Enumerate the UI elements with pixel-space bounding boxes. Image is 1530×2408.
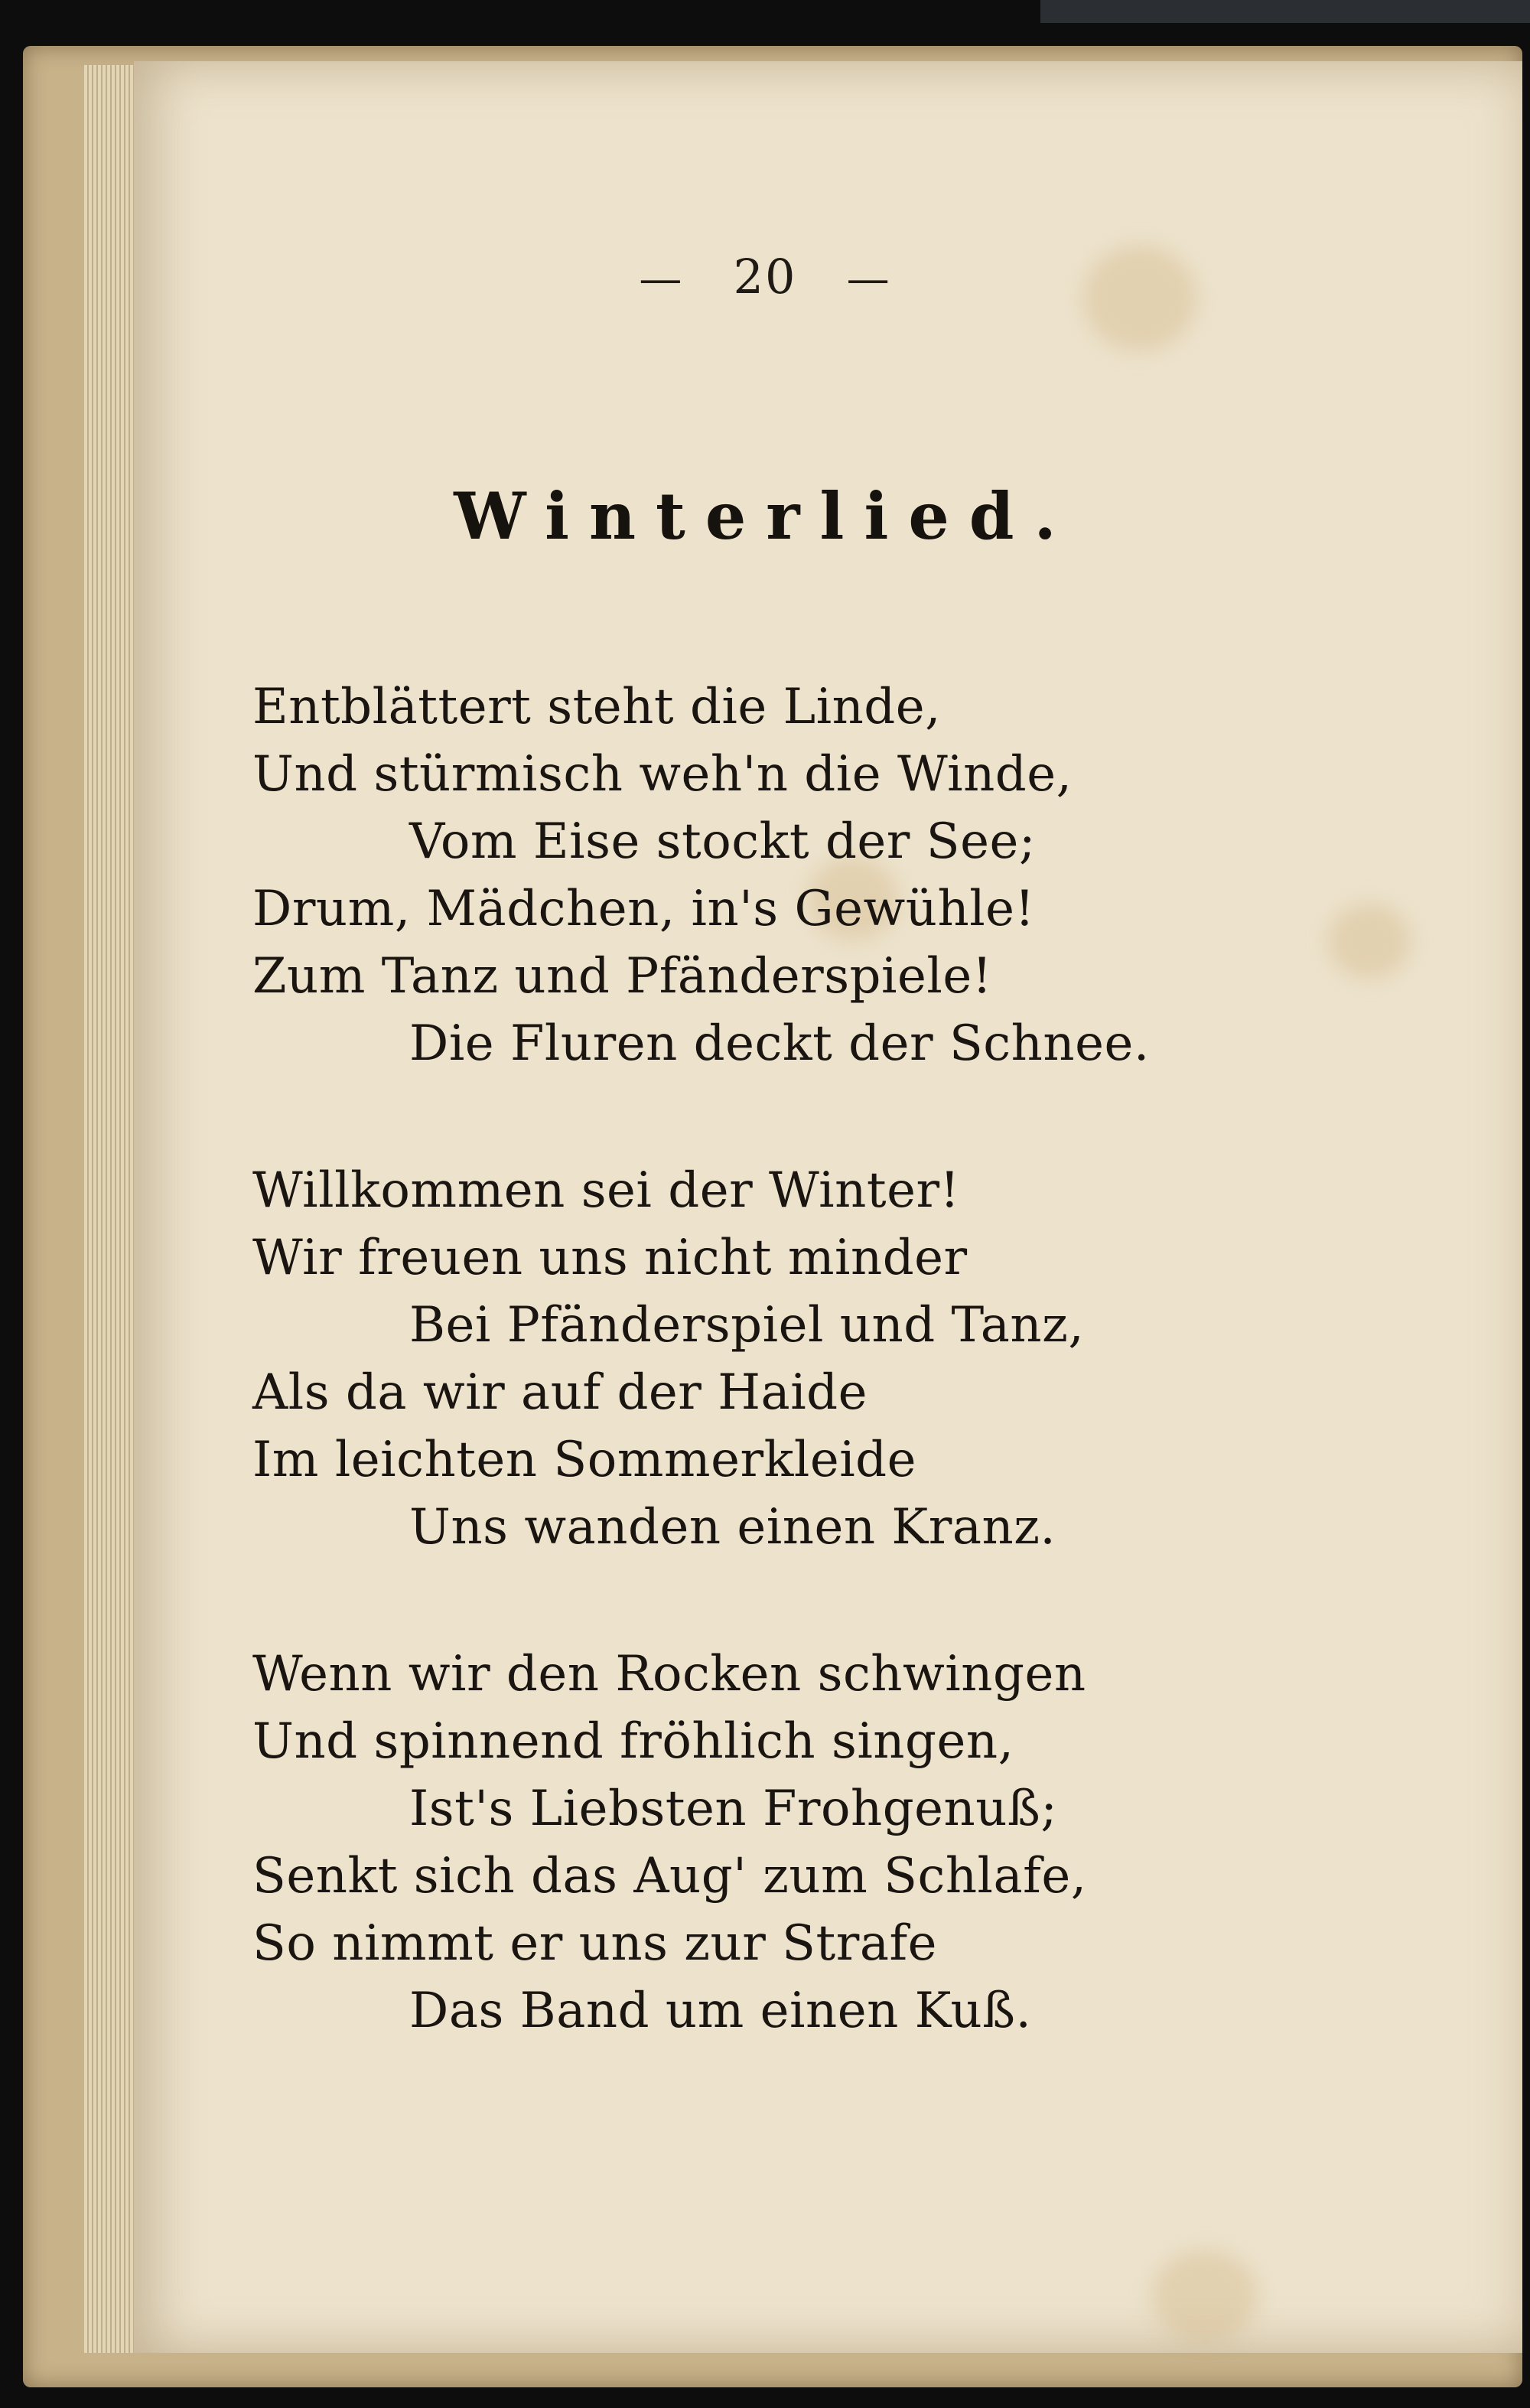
paper-stain [1151, 2250, 1258, 2341]
verse-line: Wenn wir den Rocken schwingen [252, 1646, 1086, 1703]
stanza-3 [252, 1641, 1132, 2045]
stanza-1 [252, 673, 1150, 1077]
verse-line: Drum, Mädchen, in's Gewühle! [252, 881, 1035, 937]
verse-line: Uns wanden einen Kranz. [409, 1499, 1056, 1556]
verse-line: Willkommen sei der Winter! [252, 1162, 960, 1219]
verse-line: Senkt sich das Aug' zum Schlafe, [252, 1848, 1087, 1905]
verse-line: Zum Tanz und Pfänderspiele! [252, 948, 992, 1005]
verse-line: Bei Pfänderspiel und Tanz, [409, 1297, 1085, 1354]
verse-line: Entblättert steht die Linde, [252, 679, 941, 735]
verse-line: Vom Eise stockt der See; [409, 813, 1036, 870]
page-number: 20 [733, 249, 797, 305]
paper-stain [1327, 903, 1411, 979]
header-dash-left: — [639, 254, 684, 304]
verse-line: Im leichten Sommerkleide [252, 1432, 916, 1488]
verse-line: Und spinnend fröhlich singen, [252, 1713, 1014, 1770]
verse-line: Ist's Liebsten Frohgenuß; [409, 1781, 1058, 1837]
poem-title: Winterlied. [454, 478, 1076, 554]
background-strip [1040, 0, 1530, 23]
poem-body [252, 673, 1150, 2124]
verse-line: So nimmt er uns zur Strafe [252, 1915, 938, 1972]
header-dash-right: — [846, 254, 891, 304]
verse-line: Wir freuen uns nicht minder [252, 1230, 968, 1286]
page-number-header [0, 249, 1530, 305]
verse-line: Die Fluren deckt der Schnee. [409, 1015, 1150, 1072]
stanza-2 [252, 1157, 1132, 1561]
verse-line: Und stürmisch weh'n die Winde, [252, 746, 1073, 803]
verse-line: Das Band um einen Kuß. [409, 1983, 1032, 2039]
verse-line: Als da wir auf der Haide [252, 1364, 868, 1421]
